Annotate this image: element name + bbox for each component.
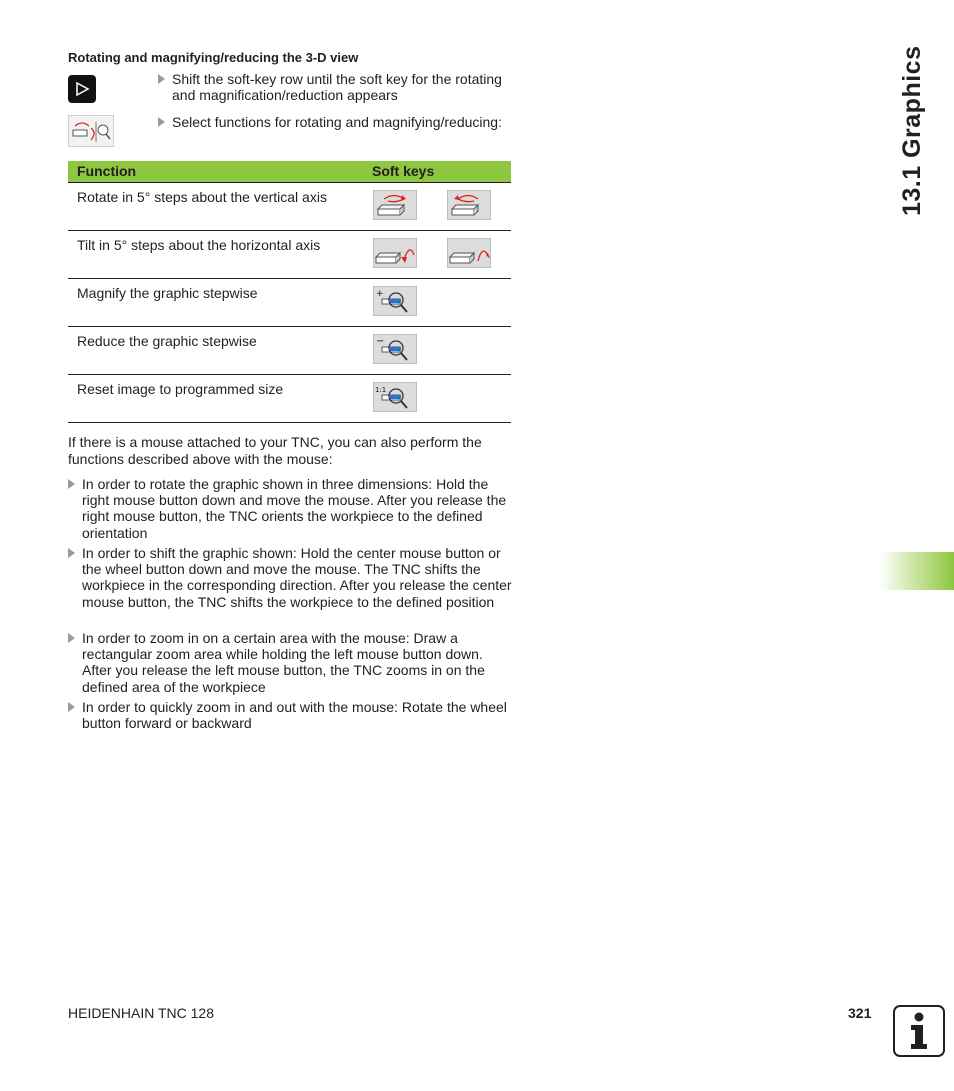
list-item <box>68 630 513 695</box>
function-table <box>68 161 511 423</box>
rotate-right-softkey-icon <box>447 190 491 220</box>
table-header <box>68 161 511 183</box>
list-item-text: In order to quickly zoom in and out with the mouse: Rotate the wheel button forward or backward <box>82 699 507 732</box>
svg-text:+: + <box>376 289 384 299</box>
table-row <box>68 375 511 423</box>
table-row <box>68 327 511 375</box>
header-function: Function <box>77 163 137 179</box>
rotate-left-softkey-icon <box>373 190 417 220</box>
info-icon <box>893 1005 945 1057</box>
tilt-down-softkey-icon <box>373 238 417 268</box>
magnify-softkey-icon <box>373 286 417 316</box>
mouse-intro: If there is a mouse attached to your TNC, you can also perform the functions described above with the mouse: <box>68 434 482 467</box>
section-heading: Rotating and magnifying/reducing the 3-D view <box>68 50 359 65</box>
header-softkeys: Soft keys <box>372 163 435 179</box>
function-cell: Tilt in 5° steps about the horizontal axis <box>77 237 321 253</box>
reduce-softkey-icon <box>373 334 417 364</box>
table-row <box>68 183 511 231</box>
table-row <box>68 231 511 279</box>
step-1-text: Shift the soft-key row until the soft key for the rotating and magnification/reduction appears <box>172 71 502 103</box>
chapter-title: 13.1 Graphics <box>898 45 926 216</box>
arrow-bullet-icon <box>68 633 75 643</box>
rotate-magnify-softkey-icon <box>68 115 114 147</box>
footer-product: HEIDENHAIN TNC 128 <box>68 1005 215 1021</box>
page-number: 321 <box>848 1005 872 1021</box>
step-2 <box>158 114 518 130</box>
arrow-bullet-icon <box>68 548 75 558</box>
function-cell: Rotate in 5° steps about the vertical axis <box>77 189 327 205</box>
list-item <box>68 476 513 541</box>
table-row <box>68 279 511 327</box>
function-cell: Reset image to programmed size <box>77 381 284 397</box>
reset-size-softkey-icon <box>373 382 417 412</box>
svg-text:−: − <box>376 336 385 347</box>
step-2-text: Select functions for rotating and magnifying/reducing: <box>172 114 502 130</box>
step-1 <box>158 71 518 103</box>
function-cell: Reduce the graphic stepwise <box>77 333 257 349</box>
list-item-text: In order to shift the graphic shown: Hold the center mouse button or the wheel button down and move the mouse. The TNC shifts the workpiece in the corresponding direction. After you release the center mouse button, the TNC shifts the workpiece to the defined position <box>82 545 512 610</box>
list-item-text: In order to zoom in on a certain area with the mouse: Draw a rectangular zoom area while holding the left mouse button down. After you release the left mouse button, the TNC zooms in on the defined area of the workpiece <box>82 630 485 695</box>
arrow-bullet-icon <box>68 702 75 712</box>
arrow-bullet-icon <box>158 74 165 84</box>
list-item <box>68 699 513 731</box>
arrow-bullet-icon <box>158 117 165 127</box>
next-softkey-row-icon <box>68 75 96 103</box>
arrow-bullet-icon <box>68 479 75 489</box>
tilt-up-softkey-icon <box>447 238 491 268</box>
svg-text:1:1: 1:1 <box>375 386 387 394</box>
function-cell: Magnify the graphic stepwise <box>77 285 258 301</box>
list-item-text: In order to rotate the graphic shown in three dimensions: Hold the right mouse button down and move the mouse. After you release the right mouse button, the TNC orients the workpiece to the defined orientation <box>82 476 507 541</box>
list-item <box>68 545 513 610</box>
chapter-tab <box>880 552 954 590</box>
